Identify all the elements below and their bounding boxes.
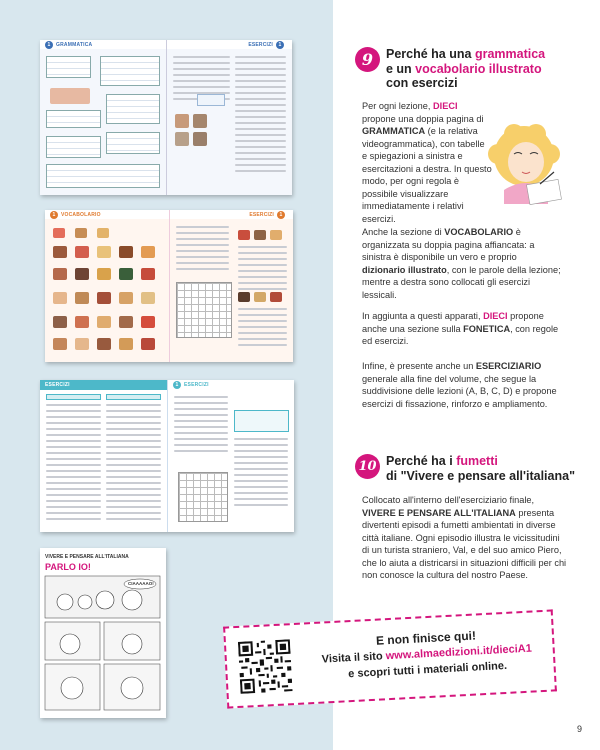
comic-page	[40, 548, 166, 718]
page-number: 9	[576, 724, 582, 734]
s9p1-a: Per ogni lezione,	[362, 101, 433, 111]
s9-title-vocabolario: vocabolario illustrato	[415, 61, 542, 76]
girl-writing-illustration	[484, 120, 564, 205]
s9p2-dizionario: dizionario illustrato	[362, 264, 447, 275]
comic-page-thumbnail	[40, 548, 166, 718]
cta-text	[306, 624, 548, 684]
section-10-header	[355, 454, 575, 483]
vocab-right-page: ESERCIZI 1	[169, 210, 293, 362]
section-10-title	[386, 454, 575, 483]
section-9-number-badge: 9	[355, 47, 380, 72]
s9p2-b: è organizzata su doppia pagina affiancata: a sinistra è disponibile un vero e proprio	[362, 227, 535, 262]
section-9-paragraph-1	[362, 100, 492, 225]
s9-title-post: con esercizi	[386, 76, 458, 90]
comic-illustration	[40, 548, 166, 718]
grammar-left-header: GRAMMATICA	[56, 41, 93, 48]
vocab-spread-thumbnail	[45, 210, 293, 362]
s9p4-b: generale alla fine del volume, che segue la suddivisione delle lezioni (A, B, C, D) e propone esercizi di fissazione, rinforzo e ampliamento.	[362, 373, 557, 409]
exercise-left-page	[40, 380, 167, 532]
exercise-right-page: 1 ESERCIZI	[167, 380, 294, 532]
comic-episode-title: PARLO IO!	[45, 562, 91, 572]
s9p3-b: propone anche una sezione sulla	[362, 311, 544, 334]
s9p3-dieci: DIECI	[483, 311, 508, 321]
s9p2-a: Anche la sezione di	[362, 227, 445, 237]
s10-title-post: di "Vivere e pensare all'italiana"	[386, 468, 575, 483]
cta-line-2-prefix: Visita il sito	[321, 650, 387, 666]
s9p4-a: Infine, è presente anche un	[362, 361, 476, 371]
s10-title-fumetti: fumetti	[456, 454, 498, 468]
s9p1-b: propone una doppia pagina di	[362, 113, 484, 124]
exercise-spread-thumbnail	[40, 380, 294, 532]
s9p1-grammatica: GRAMMATICA	[362, 126, 426, 136]
s9-title-pre: Perché ha una	[386, 47, 475, 61]
grammar-left-page: 1 GRAMMATICA	[40, 40, 166, 195]
s9p2-c: , con le parole della lezione; mentre a destra sono collocati gli esercizi lessicali.	[362, 264, 561, 300]
vocab-right-header: ESERCIZI	[249, 211, 274, 218]
section-9-paragraph-4	[362, 360, 562, 410]
s9p3-c: , con regole ed esercizi.	[362, 323, 559, 346]
cta-line-1: E non finisce qui!	[375, 628, 477, 648]
section-9-paragraph-2	[362, 226, 562, 301]
s9-title-grammatica: grammatica	[474, 47, 546, 61]
grammar-right-page: ESERCIZI 1	[166, 40, 292, 195]
section-9-paragraph-3	[362, 310, 562, 348]
s9p3-a: In aggiunta a questi apparati,	[362, 311, 484, 321]
s10p1-vivere: VIVERE E PENSARE ALL'ITALIANA	[362, 507, 516, 518]
qr-code-icon[interactable]	[238, 639, 293, 694]
s9p3-fonetica: FONETICA	[463, 323, 511, 334]
vocab-left-header: VOCABOLARIO	[61, 211, 101, 218]
cta-box	[223, 609, 557, 708]
cta-line-3: e scopri tutti i materiali online.	[347, 659, 508, 681]
section-10-number-badge: 10	[355, 454, 380, 479]
s10-title-pre: Perché ha i	[386, 454, 457, 468]
cta-website-link[interactable]: www.almaedizioni.it/dieciA1	[385, 642, 533, 663]
comic-series-title: VIVERE E PENSARE ALL'ITALIANA	[45, 554, 129, 560]
s9p2-vocabolario: VOCABOLARIO	[444, 227, 514, 237]
s9p1-c: (e la relativa videogrammatica), con tabelle e spiegazioni a sinistra e esercitazioni a destra. In questo modo, per ogni regola è possibile visualizzare immediatamente i relativi esercizi.	[362, 126, 492, 224]
section-10-paragraph-1	[362, 494, 567, 582]
grammar-right-header: ESERCIZI	[248, 41, 273, 48]
vocab-left-page: 1 VOCABOLARIO	[45, 210, 169, 362]
grammar-spread-thumbnail	[40, 40, 292, 195]
s10p1-b: presenta divertenti episodi a fumetti ambientati in diverse città italiane. Ogni episodio illustra le vicissitudini di un turista straniero, Val, e del suo amico Piero, che lo aiuta a districarsi in situazioni difficili per chi non conosce la cultura del nostro Paese.	[362, 507, 567, 580]
s9p1-dieci: DIECI	[433, 101, 458, 111]
s9-title-mid: e un	[386, 61, 416, 76]
comic-speech-bubble: CIAAAAAO!	[128, 581, 154, 586]
s10p1-a: Collocato all'interno dell'eserciziario finale,	[362, 495, 535, 505]
section-9-header	[355, 47, 545, 91]
section-9-title	[386, 47, 545, 91]
exercise-right-header: ESERCIZI	[184, 382, 209, 388]
s9p4-eserciziario: ESERCIZIARIO	[475, 361, 542, 371]
exercise-left-header: ESERCIZI	[45, 382, 70, 388]
